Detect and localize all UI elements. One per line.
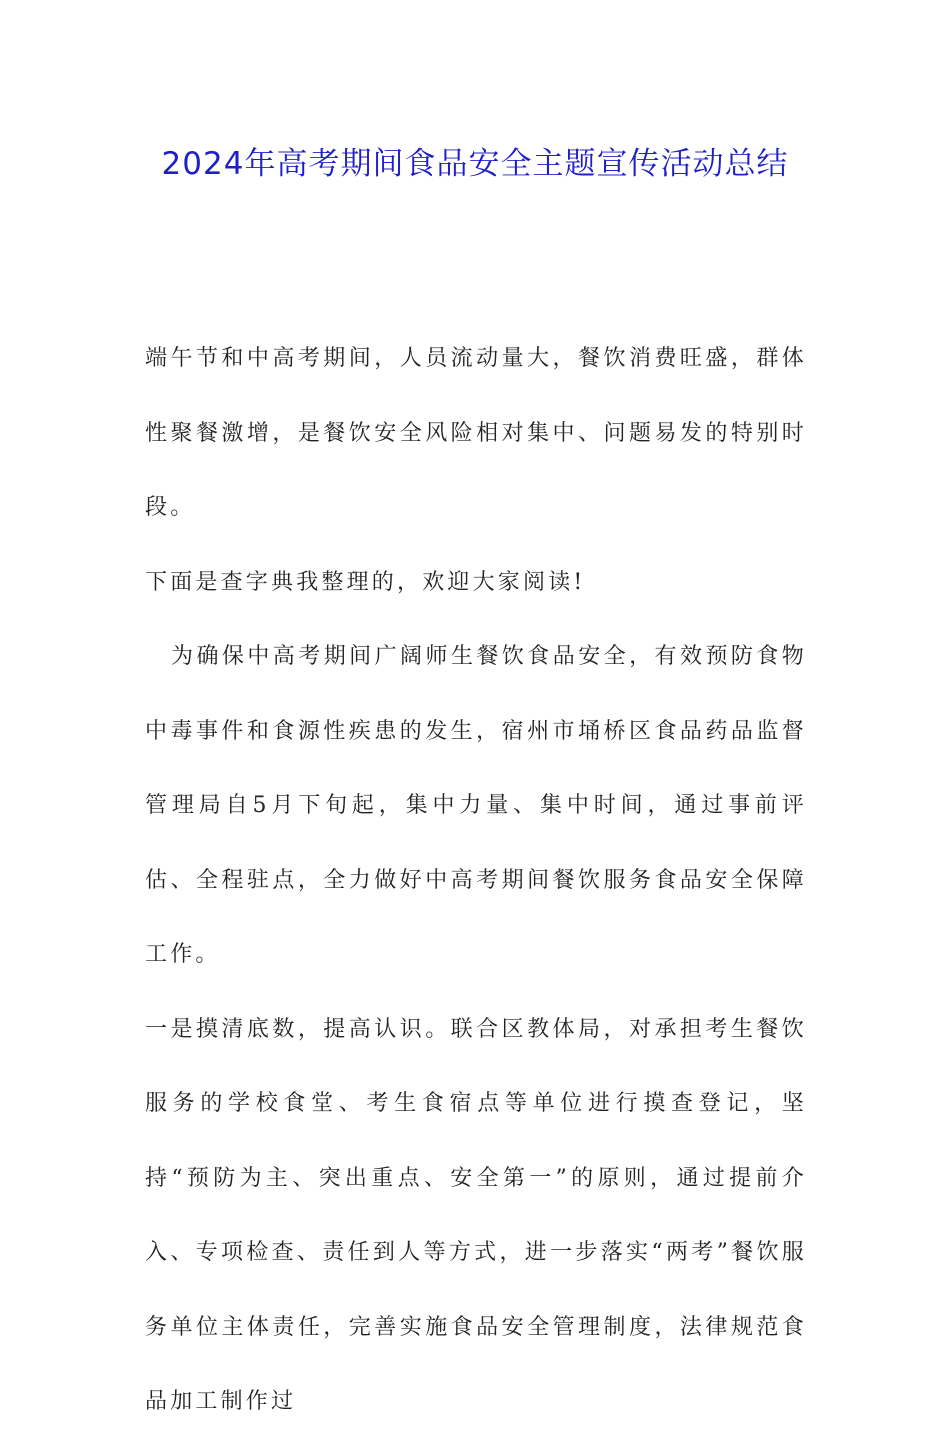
document-body: [145, 322, 807, 1440]
paragraph-reading-note: 下面是查字典我整理的，欢迎大家阅读!: [145, 569, 586, 595]
document-title: 2024年高考期间食品安全主题宣传活动总结: [161, 146, 789, 182]
paragraph-point-one: 一是摸清底数，提高认识。联合区教体局，对承担考生餐饮服务的学校食堂、考生食宿点等单位进行摸查登记，坚持“预防为主、突出重点、安全第一”的原则，通过提前介入、专项检查、责任到人等方式，进一步落实“两考”餐饮服务单位主体责任，完善实施食品安全管理制度，法律规范食品加工制作过: [145, 1016, 807, 1414]
paragraph-overview: 为确保中高考期间广阔师生餐饮食品安全，有效预防食物中毒事件和食源性疾患的发生，宿州市埇桥区食品药品监督管理局自5月下旬起，集中力量、集中时间，通过事前评估、全程驻点，全力做好中高考期间餐饮服务食品安全保障工作。: [145, 644, 807, 967]
paragraph-intro: 端午节和中高考期间，人员流动量大，餐饮消费旺盛，群体性聚餐激增，是餐饮安全风险相对集中、问题易发的特别时段。: [145, 346, 807, 520]
